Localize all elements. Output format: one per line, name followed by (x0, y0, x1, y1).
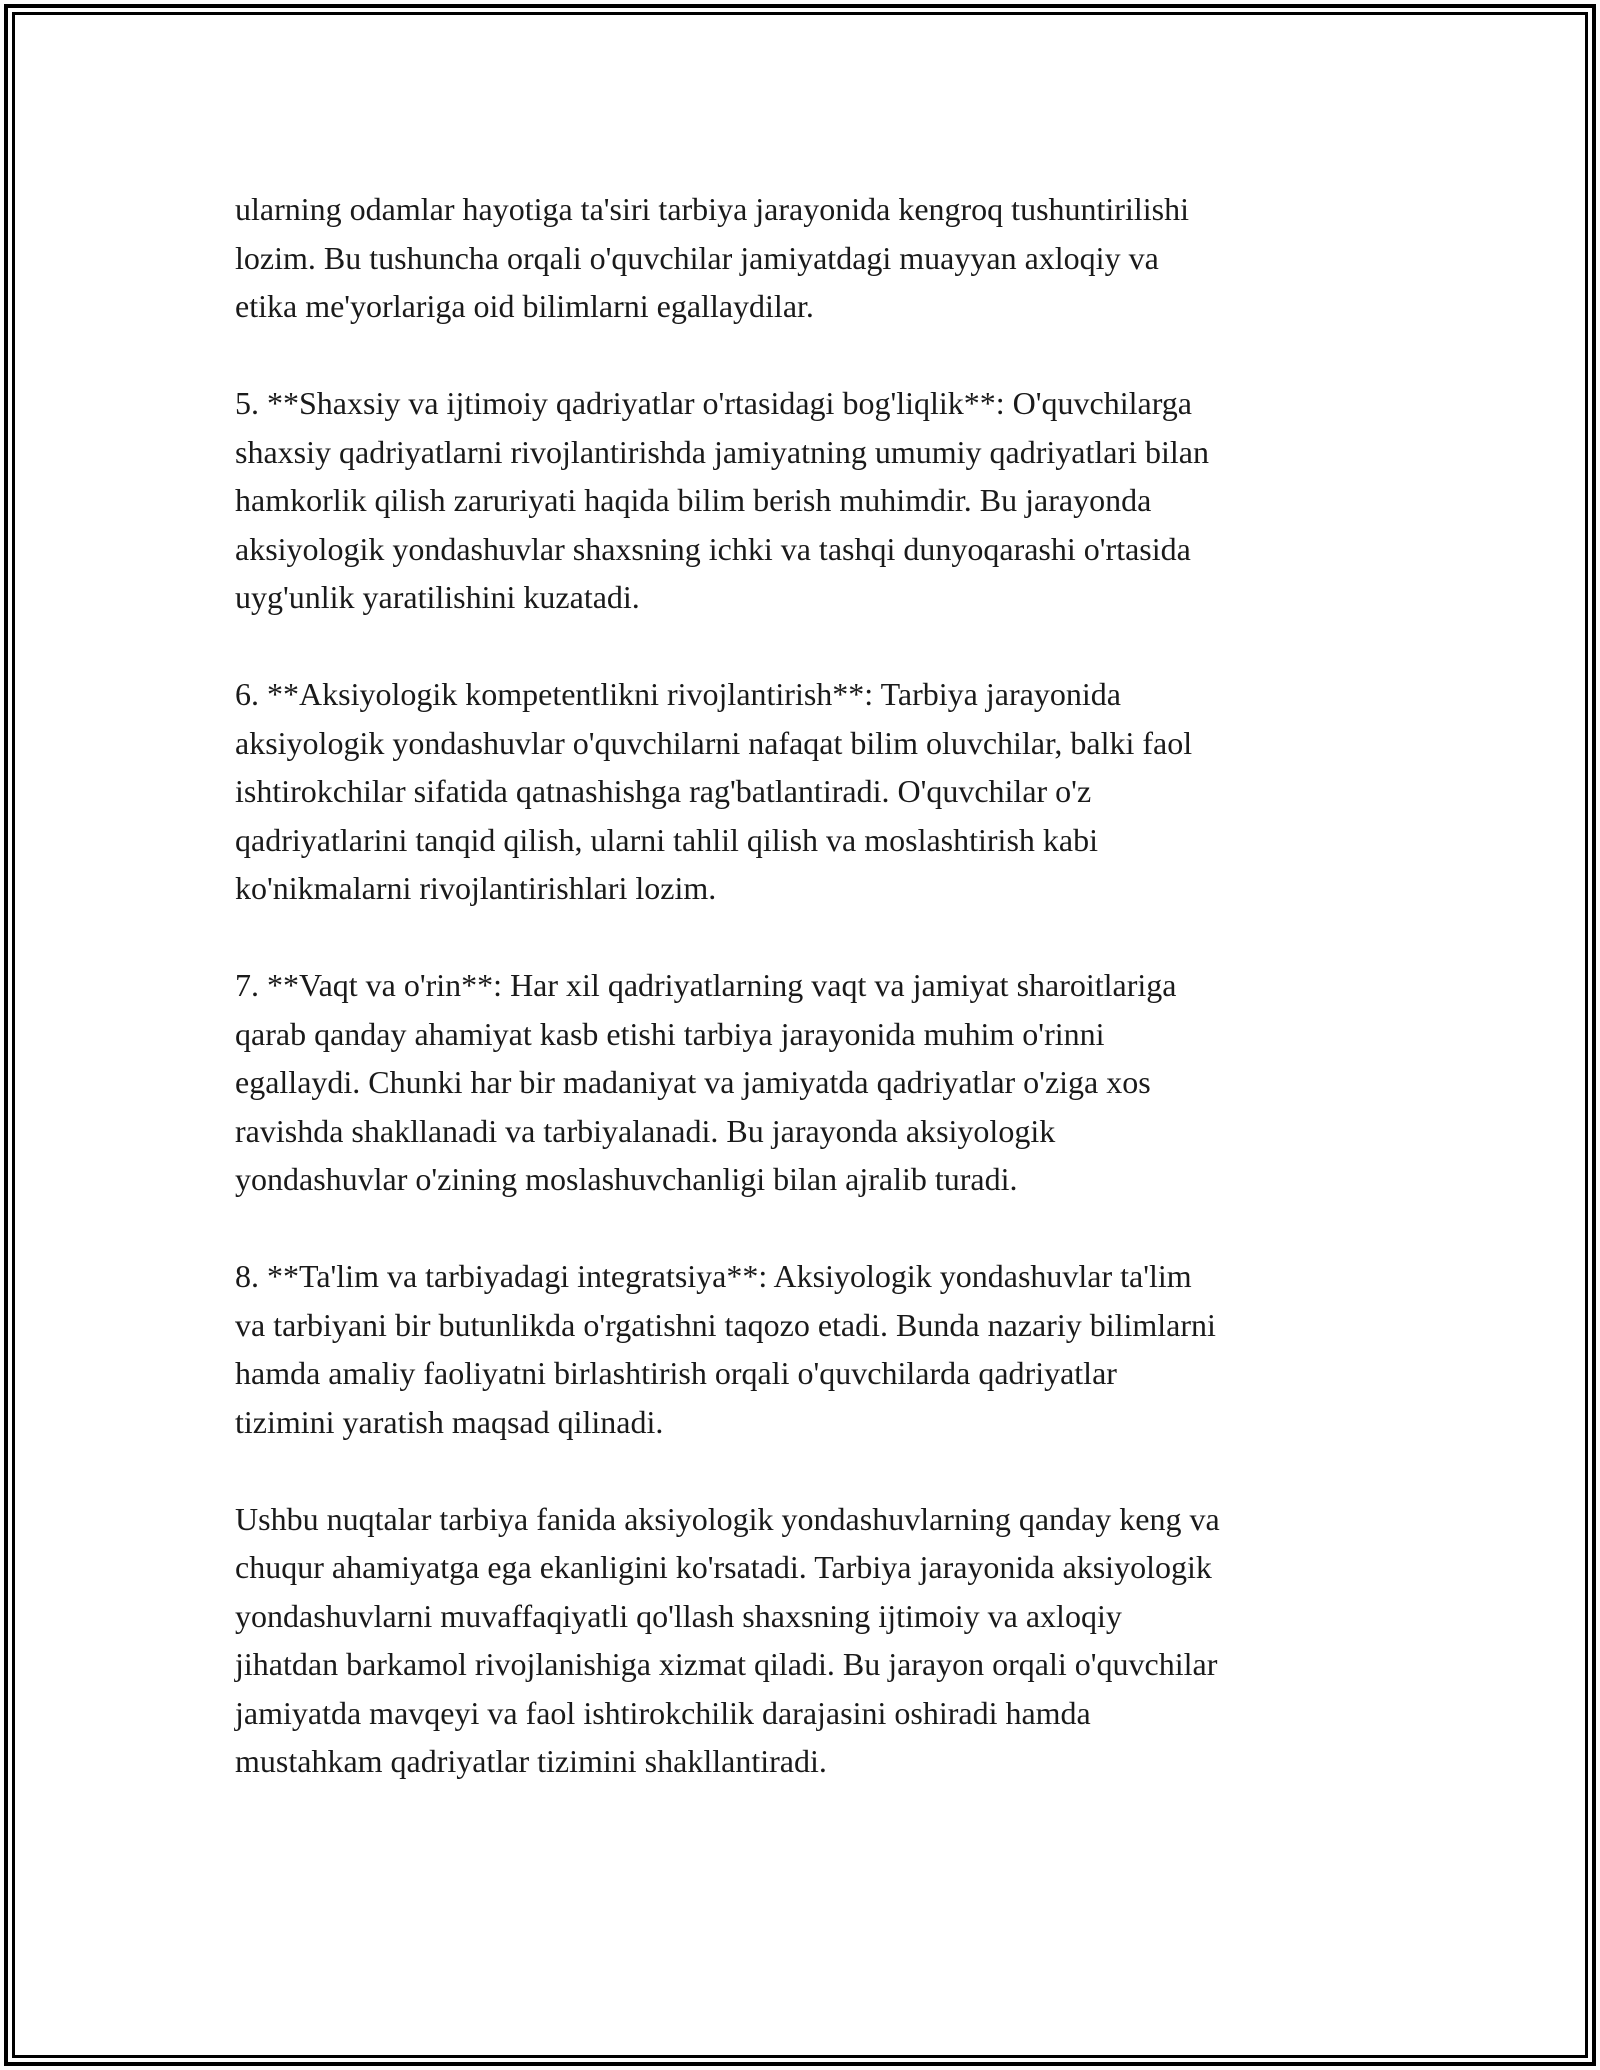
paragraph-conclusion: Ushbu nuqtalar tarbiya fanida aksiyologik yondashuvlarning qanday keng va chuqur ahamiyatga ega ekanligini ko'rsatadi. Tarbiya jarayonida aksiyologik yondashuvlarni muvaffaqiyatli qo'llash shaxsning ijtimoiy va axloqiy jihatdan barkamol rivojlanishiga xizmat qiladi. Bu jarayon orqali o'quvchilar jamiyatda mavqeyi va faol ishtirokchilik darajasini oshiradi hamda mustahkam qadriyatlar tizimini shakllantiradi. (235, 1500, 1220, 1779)
paragraph-item-7: 7. **Vaqt va o'rin**: Har xil qadriyatlarning vaqt va jamiyat sharoitlariga qarab qanday ahamiyat kasb etishi tarbiya jarayonida muhim o'rinni egallaydi. Chunki har bir madaniyat va jamiyatda qadriyatlar o'ziga xos ravishda shakllanadi va tarbiyalanadi. Bu jarayonda aksiyologik yondashuvlar o'zining moslashuvchanligi bilan ajralib turadi. (235, 967, 1177, 1197)
document-body (235, 185, 1380, 1834)
paragraph-item-8: 8. **Ta'lim va tarbiyadagi integratsiya**: Aksiyologik yondashuvlar ta'lim va tarbiyani bir butunlikda o'rgatishni taqozo etadi. Bunda nazariy bilimlarni hamda amaliy faoliyatni birlashtirish orqali o'quvchilarda qadriyatlar tizimini yaratish maqsad qilinadi. (235, 1258, 1216, 1440)
paragraph-item-5: 5. **Shaxsiy va ijtimoiy qadriyatlar o'rtasidagi bog'liqlik**: O'quvchilarga shaxsiy qadriyatlarni rivojlantirishda jamiyatning umumiy qadriyatlari bilan hamkorlik qilish zaruriyati haqida bilim berish muhimdir. Bu jarayonda aksiyologik yondashuvlar shaxsning ichki va tashqi dunyoqarashi o'rtasida uyg'unlik yaratilishini kuzatadi. (235, 385, 1209, 615)
paragraph-continuation: ularning odamlar hayotiga ta'siri tarbiya jarayonida kengroq tushuntirilishi lozim. Bu tushuncha orqali o'quvchilar jamiyatdagi muayyan axloqiy va etika me'yorlariga oid bilimlarni egallaydilar. (235, 191, 1189, 324)
paragraph-item-6: 6. **Aksiyologik kompetentlikni rivojlantirish**: Tarbiya jarayonida aksiyologik yondashuvlar o'quvchilarni nafaqat bilim oluvchilar, balki faol ishtirokchilar sifatida qatnashishga rag'batlantiradi. O'quvchilar o'z qadriyatlarini tanqid qilish, ularni tahlil qilish va moslashtirish kabi ko'nikmalarni rivojlantirishlari lozim. (235, 676, 1193, 906)
